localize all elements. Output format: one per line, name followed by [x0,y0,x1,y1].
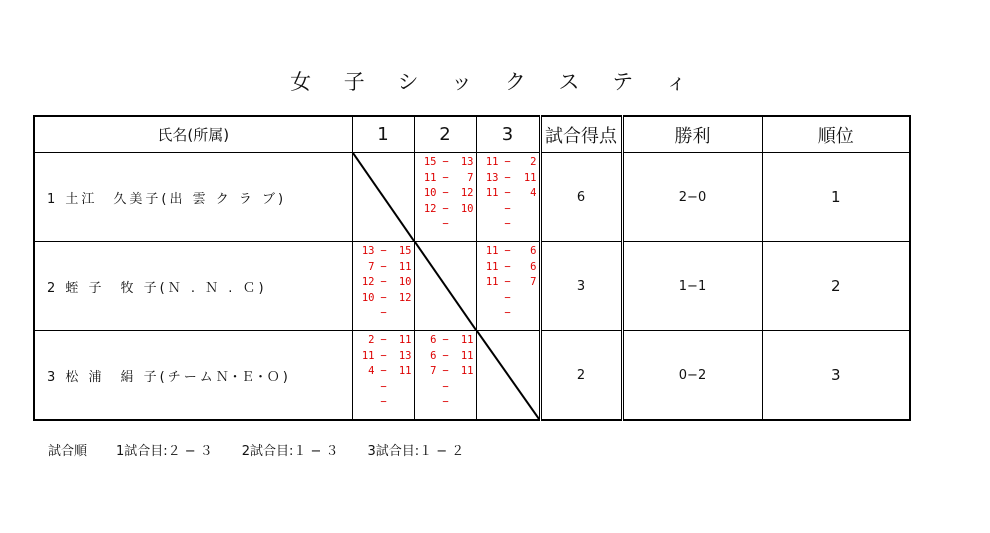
game-scores [477,153,539,233]
player-name: 3 松 浦 絹 子(チームＮ･Ｅ･Ｏ) [34,331,352,421]
points-cell: 2 [540,331,622,421]
header-rank: 順位 [762,116,910,153]
points-cell: 3 [540,242,622,331]
wins-cell: 2−0 [622,153,762,242]
game-score: 7 − 11 [368,260,412,273]
game-score: − [442,380,449,393]
game-score: 11 − 7 [423,171,474,184]
diagonal-line [415,242,476,330]
game-scores [353,242,414,322]
game-scores [415,153,476,233]
game-score: 12 − 10 [423,202,474,215]
match-order-3: 3試合目:１ − ２ [367,444,465,459]
game-score: 2 − 11 [368,334,412,346]
game-score: 11 − 2 [485,156,537,168]
match-order-label: 試合順 [48,444,88,459]
game-score: − [380,380,387,393]
game-score: − [504,202,511,215]
match-cell [352,331,414,421]
game-score: 11 − 4 [485,187,537,199]
game-scores [477,242,539,322]
match-cell [476,153,540,242]
match-order-1: 1試合目:２ − ３ [115,444,213,459]
game-scores [415,331,476,411]
game-score: 11 − 6 [485,260,537,273]
game-scores [353,331,414,411]
header-col2: 2 [414,116,476,153]
match-cell [352,242,414,331]
header-wins: 勝利 [622,116,762,153]
league-table [33,115,911,421]
game-score: − [380,307,387,319]
match-cell [414,153,476,242]
page-title: 女 子 シ ッ ク ス テ ィ [290,70,700,94]
match-order [48,440,464,459]
game-score: 11 − 6 [485,245,537,257]
game-score: 7 − 11 [430,365,474,377]
game-score: 11 − 13 [361,349,412,362]
match-cell [476,242,540,331]
header-col3: 3 [476,116,540,153]
match-cell [352,153,414,242]
player-row [34,242,910,331]
match-cell [414,331,476,421]
diagonal-line [477,331,539,419]
game-score: − [504,307,511,319]
game-score: 6 − 11 [430,334,474,346]
game-score: 13 − 15 [361,245,412,257]
game-score: 4 − 11 [368,365,412,377]
rank-cell: 1 [762,153,910,242]
player-name: 1 土江 久美子(出 雲 ク ラ ブ) [34,153,352,242]
game-score: 10 − 12 [361,291,412,304]
match-cell [414,242,476,331]
game-score: 6 − 11 [430,349,474,362]
header-points: 試合得点 [540,116,622,153]
match-cell [476,331,540,421]
rank-cell: 2 [762,242,910,331]
game-score: 10 − 12 [423,187,474,199]
points-cell: 6 [540,153,622,242]
header-row [34,116,910,153]
diagonal-line [353,153,414,241]
player-name: 2 蛭 子 牧 子(Ｎ . Ｎ . Ｃ) [34,242,352,331]
wins-cell: 0−2 [622,331,762,421]
game-score: − [380,396,387,408]
game-score: − [504,218,511,230]
game-score: 11 − 7 [485,276,537,288]
rank-cell: 3 [762,331,910,421]
game-score: 12 − 10 [361,276,412,288]
wins-cell: 1−1 [622,242,762,331]
header-col1: 1 [352,116,414,153]
game-score: − [442,396,449,408]
game-score: 13 − 11 [485,171,537,184]
match-order-2: 2試合目:１ − ３ [241,444,339,459]
game-score: − [442,218,449,230]
game-score: − [504,291,511,304]
player-row [34,331,910,421]
player-row [34,153,910,242]
game-score: 15 − 13 [423,156,474,168]
header-name: 氏名(所属) [34,116,352,153]
